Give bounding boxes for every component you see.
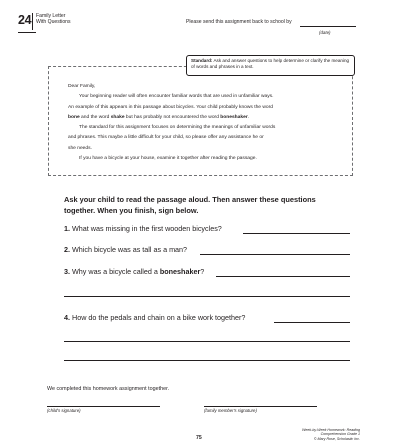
- footer-credits: [282, 428, 360, 441]
- keyword-bone: bone: [68, 114, 80, 120]
- letter-line: [68, 113, 344, 123]
- answer-line-2[interactable]: [200, 254, 350, 255]
- answer-line-4c[interactable]: [64, 360, 350, 361]
- child-signature-line[interactable]: [47, 406, 160, 407]
- instructions-line2: together. When you finish, sign below.: [64, 206, 199, 216]
- assignment-type-line1: Family Letter: [36, 13, 66, 19]
- question-number: 2.: [64, 245, 70, 254]
- question-text: Why was a bicycle called a: [72, 267, 160, 276]
- assignment-type-line2: With Questions: [36, 19, 71, 26]
- question-1: [64, 224, 222, 233]
- question-text: ?: [200, 267, 205, 276]
- page-number: 24: [18, 13, 32, 27]
- letter-line: The standard for this assignment focuses on determining the meanings of unfamiliar words: [79, 125, 276, 131]
- child-signature-label: (child's signature): [47, 408, 81, 413]
- completion-statement: We completed this homework assignment together.: [47, 386, 170, 392]
- letter-text-fragment: but has probably not encountered the word: [124, 114, 221, 120]
- question-number: 1.: [64, 224, 70, 233]
- letter-line: An example of this appears in this passage about bicycles. Your child probably knows the word: [68, 104, 273, 110]
- answer-line-3[interactable]: [216, 276, 350, 277]
- letter-line: she needs.: [68, 145, 92, 151]
- header-rule: [18, 32, 36, 33]
- standard-text: Ask and answer questions to help determine or clarify the meaning of words and phrases in a text.: [191, 58, 350, 69]
- credit-line2: © Mary Rose, Scholastic Inc.: [313, 436, 360, 441]
- question-4: [64, 313, 245, 322]
- send-back-text: Please send this assignment back to school by: [186, 19, 292, 25]
- header-divider: [32, 13, 33, 30]
- answer-line-4[interactable]: [274, 322, 350, 323]
- family-signature-label: (family member's signature): [204, 408, 257, 413]
- question-2: [64, 245, 187, 254]
- standard-label: Standard:: [191, 58, 213, 63]
- standard-box: [186, 55, 355, 76]
- letter-greeting: Dear Family,: [68, 84, 96, 89]
- answer-line-3b[interactable]: [64, 296, 350, 297]
- footer-page-number: 75: [196, 435, 202, 441]
- answer-line-1[interactable]: [243, 233, 350, 234]
- question-text: What was missing in the first wooden bicycles?: [72, 224, 222, 233]
- letter-text-fragment: and the word: [79, 114, 111, 120]
- letter-line: If you have a bicycle at your house, examine it together after reading the passage.: [79, 156, 257, 162]
- letter-line: Your beginning reader will often encounter familiar words that are used in unfamiliar ways.: [79, 94, 274, 100]
- keyword-shake: shake: [110, 114, 125, 120]
- assignment-type-label: [36, 13, 71, 25]
- instructions: [64, 194, 364, 216]
- question-number: 4.: [64, 313, 70, 322]
- due-date-line[interactable]: [300, 26, 356, 27]
- family-letter: [68, 82, 344, 164]
- answer-line-4b[interactable]: [64, 341, 350, 342]
- question-number: 3.: [64, 267, 70, 276]
- keyword-boneshaker: boneshaker: [159, 267, 201, 276]
- letter-text-fragment: .: [247, 114, 250, 120]
- letter-line: and phrases. This maybe a little difficult for your child, so please offer any assistance he or: [68, 135, 264, 141]
- date-label: (date): [319, 30, 331, 35]
- question-text: Which bicycle was as tall as a man?: [72, 245, 188, 254]
- family-signature-line[interactable]: [204, 406, 317, 407]
- credit-line1: Week-by-Week Homework: Reading Comprehension Grade 1: [302, 428, 360, 437]
- keyword-boneshaker: boneshaker: [220, 114, 248, 120]
- question-3: [64, 267, 204, 276]
- instructions-line1: Ask your child to read the passage aloud. Then answer these questions: [64, 195, 316, 204]
- question-text: How do the pedals and chain on a bike work together?: [72, 313, 246, 322]
